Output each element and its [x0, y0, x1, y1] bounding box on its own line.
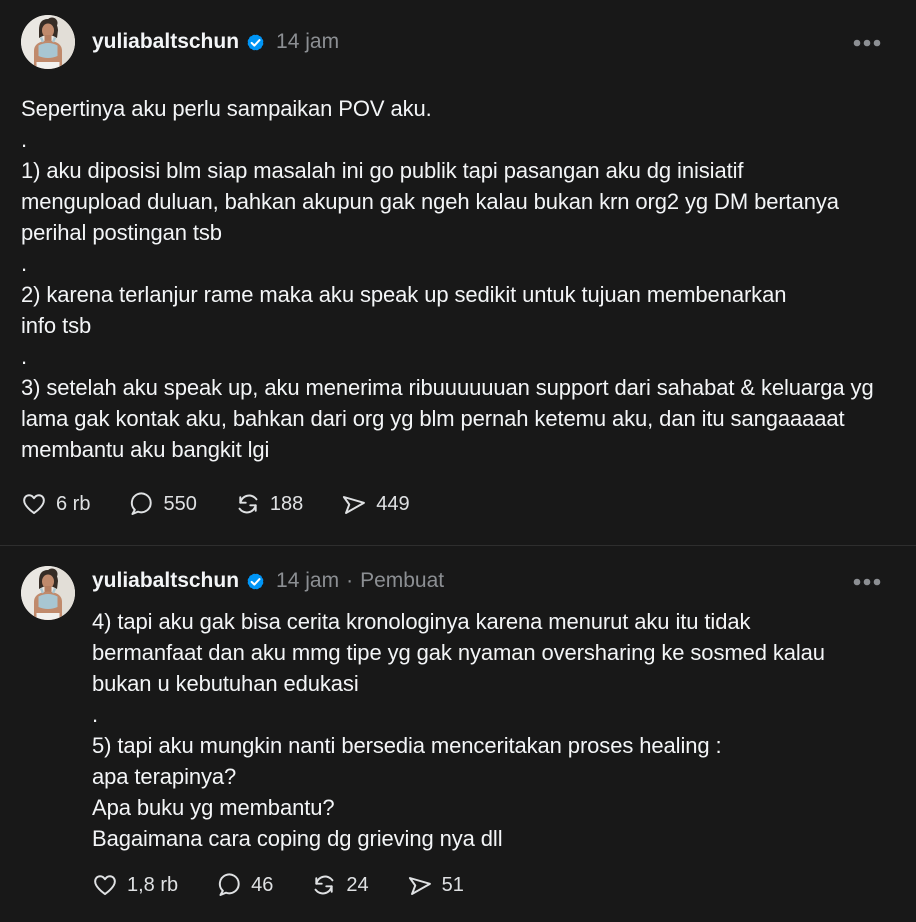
post-2 [0, 546, 916, 899]
comment-icon [216, 872, 242, 898]
three-dots-icon [853, 35, 881, 50]
share-button[interactable] [341, 491, 409, 517]
timestamp: 14 jam [276, 30, 340, 53]
post-2-engagement [92, 871, 896, 899]
username[interactable]: yuliabaltschun [92, 30, 240, 53]
post-1-header [21, 15, 896, 69]
author-role-badge: Pembuat [360, 569, 445, 592]
repost-count: 188 [269, 492, 304, 515]
like-button[interactable] [92, 872, 178, 898]
name-group [92, 30, 339, 54]
repost-icon [311, 872, 337, 898]
comment-count: 46 [251, 873, 274, 896]
post-1-body: Sepertinya aku perlu sampaikan POV aku. . 1) aku diposisi blm siap masalah ini go publik tapi pasangan aku dg inisiatif mengupload duluan, bahkan akupun gak ngeh kalau bukan krn org2 yg DM bertanya perihal postingan tsb . 2) karena terlanjur rame maka aku speak up sedikit untuk tujuan membenarkan info tsb . 3) setelah aku speak up, aku menerima ribuuuuuuan support dari sahabat & keluarga yg lama gak kontak aku, bahkan dari org yg blm pernah ketemu aku, dan itu sangaaaaat membantu aku bangkit lgi [21, 96, 874, 462]
verified-badge-icon [246, 33, 265, 52]
avatar[interactable] [21, 566, 75, 620]
verified-badge-icon [246, 572, 265, 591]
heart-icon [92, 872, 118, 898]
comment-button[interactable] [216, 872, 273, 898]
comment-button[interactable] [128, 491, 196, 517]
share-count: 51 [441, 873, 464, 896]
share-icon [407, 872, 433, 898]
timestamp: 14 jam [276, 569, 340, 592]
share-count: 449 [376, 492, 410, 515]
username[interactable]: yuliabaltschun [92, 569, 240, 592]
repost-button[interactable] [311, 872, 368, 898]
repost-icon [235, 491, 261, 517]
more-options-button[interactable] [851, 568, 883, 595]
post-2-body: 4) tapi aku gak bisa cerita kronologinya karena menurut aku itu tidak bermanfaat dan aku mmg tipe yg gak nyaman oversharing ke sosmed kalau bukan u kebutuhan edukasi . 5) tapi aku mungkin nanti bersedia menceritakan proses healing : apa terapinya? Apa buku yg membantu? Bagaimana cara coping dg grieving nya dll [92, 609, 825, 851]
share-button[interactable] [407, 872, 464, 898]
post-2-header [92, 567, 896, 595]
comment-count: 550 [163, 492, 197, 515]
post-1-engagement [21, 490, 896, 518]
heart-icon [21, 491, 47, 517]
repost-button[interactable] [235, 491, 303, 517]
dot-separator: · [346, 569, 354, 592]
three-dots-icon [853, 574, 881, 589]
repost-count: 24 [346, 873, 369, 896]
like-count: 6 rb [56, 492, 91, 515]
post-2-content [92, 566, 896, 899]
comment-icon [128, 491, 154, 517]
like-count: 1,8 rb [127, 873, 179, 896]
like-button[interactable] [21, 491, 90, 517]
share-icon [341, 491, 367, 517]
avatar[interactable] [21, 15, 75, 69]
more-options-button[interactable] [851, 29, 883, 56]
